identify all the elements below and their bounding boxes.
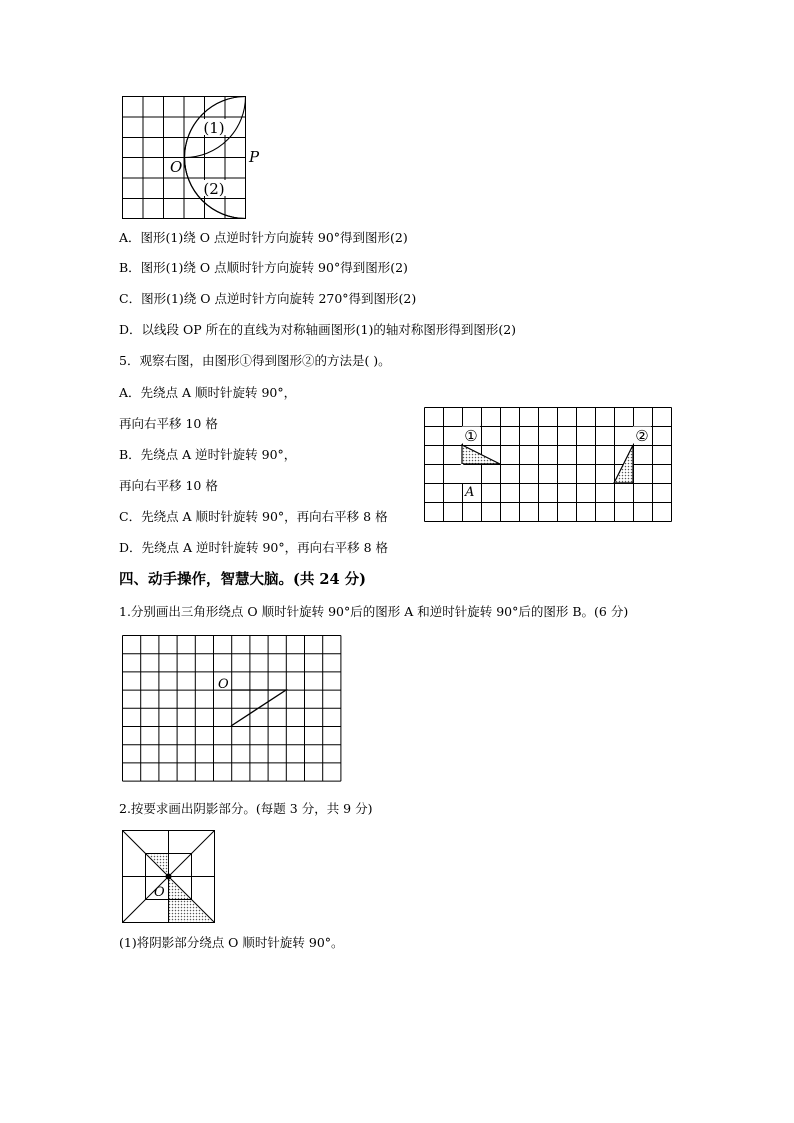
q5-option-b: B．先绕点 A 逆时针旋转 90°， — [119, 447, 297, 462]
q5-point-a: A — [465, 485, 475, 500]
q4-option-a: A．图形(1)绕 O 点逆时针方向旋转 90°得到图形(2) — [119, 230, 408, 245]
s4q1-point-o: O — [218, 677, 229, 692]
section4-q2-stem: 2.按要求画出阴影部分。(每题 3 分，共 9 分) — [119, 801, 373, 816]
q5-stem: 5．观察右图，由图形①得到图形②的方法是( )。 — [119, 353, 391, 368]
s4q2-center-dot — [166, 874, 172, 880]
q4-option-d: D．以线段 OP 所在的直线为对称轴画图形(1)的轴对称图形得到图形(2) — [119, 322, 517, 337]
q4-point-p: P — [249, 148, 260, 166]
q4-label-region1: (1) — [203, 119, 225, 137]
q5-label-shape2: ② — [635, 427, 649, 445]
s4q2-point-o: O — [154, 885, 165, 900]
q5-option-d: D．先绕点 A 逆时针旋转 90°，再向右平移 8 格 — [119, 540, 389, 555]
q4-option-b: B．图形(1)绕 O 点顺时针方向旋转 90°得到图形(2) — [119, 260, 408, 275]
q4-point-o: O — [170, 158, 183, 176]
section4-q2-sub1: (1)将阴影部分绕点 O 顺时针旋转 90°。 — [119, 935, 344, 950]
q5-option-c: C．先绕点 A 顺时针旋转 90°，再向右平移 8 格 — [119, 509, 388, 524]
q4-option-c: C．图形(1)绕 O 点逆时针方向旋转 270°得到图形(2) — [119, 291, 417, 306]
q4-label-region2: (2) — [203, 180, 225, 198]
section4-q1-stem: 1.分别画出三角形绕点 O 顺时针旋转 90°后的图形 A 和逆时针旋转 90°后的图形 B。(6 分) — [119, 604, 629, 619]
q5-option-a-cont: 再向右平移 10 格 — [119, 416, 218, 431]
q5-option-b-cont: 再向右平移 10 格 — [119, 478, 218, 493]
q5-label-shape1: ① — [464, 427, 478, 445]
section4-heading: 四、动手操作，智慧大脑。(共 24 分) — [119, 571, 366, 588]
q5-option-a: A．先绕点 A 顺时针旋转 90°， — [119, 385, 297, 400]
